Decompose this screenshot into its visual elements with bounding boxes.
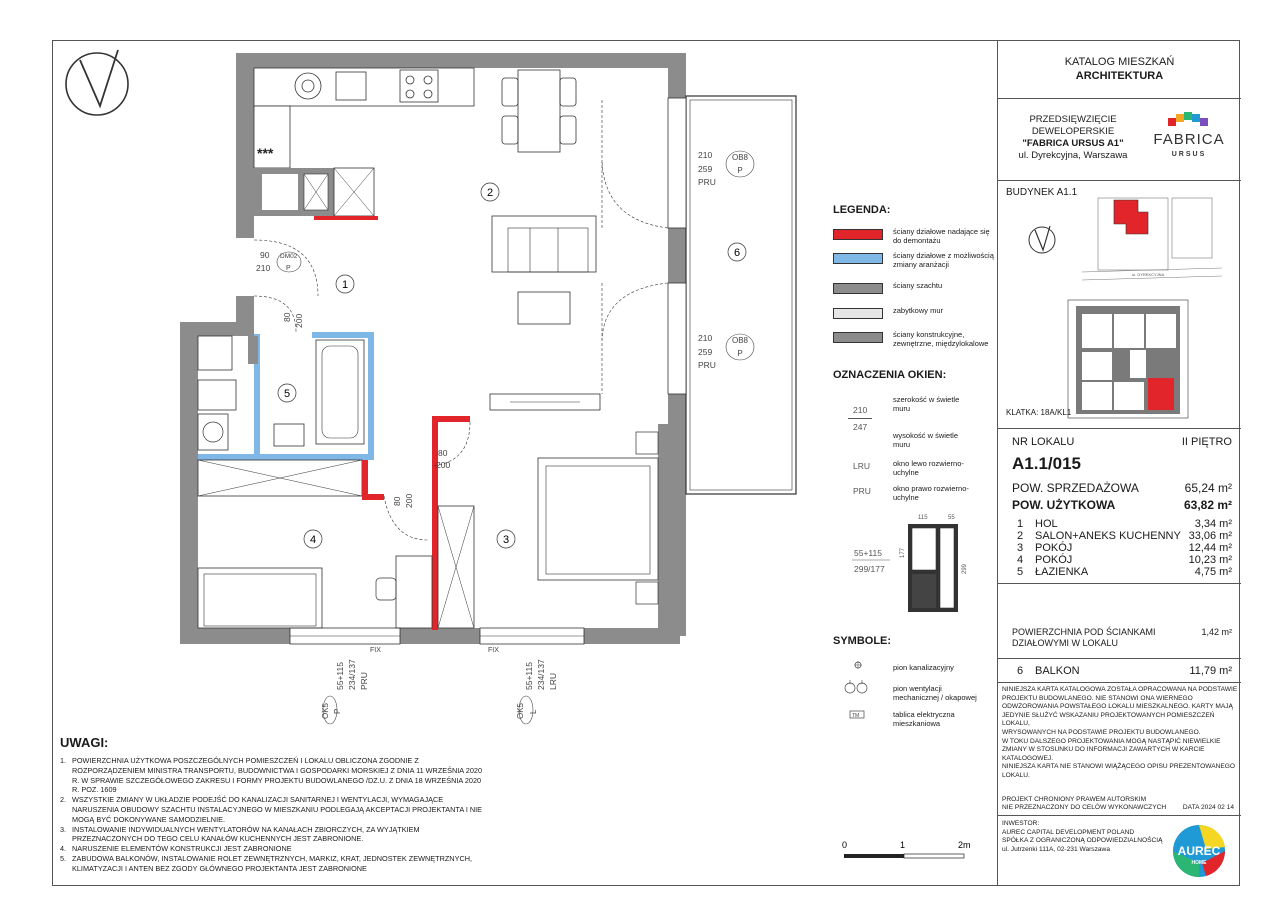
partition-area-value: 1,42 m²: [1201, 627, 1232, 637]
svg-text:P: P: [333, 708, 342, 714]
project-address: ul. Dyrekcyjna, Warszawa: [1018, 150, 1128, 161]
investor: [1002, 820, 1182, 854]
svg-text:FIX: FIX: [370, 647, 381, 654]
klatka-label: KLATKA: 18A/KL1: [1006, 408, 1072, 417]
catalog-title: KATALOG MIESZKAŃ: [1064, 56, 1175, 68]
partition-area-line2: DZIAŁOWYMI W LOKALU: [1012, 638, 1119, 648]
svg-text:1: 1: [900, 840, 906, 850]
disclaimer-line: PROJEKTU BUDOWLANEGO. NIE STANOWI ONA WIERNEGO: [1002, 694, 1193, 702]
window-2-label: [488, 647, 558, 724]
note-number: 5.: [60, 853, 67, 863]
legend-swatch: [833, 229, 883, 240]
entry-door-width: 90: [260, 250, 270, 260]
svg-text:0: 0: [842, 840, 848, 850]
room-label-5: 5: [283, 388, 291, 400]
north-arrow-icon: [66, 50, 128, 115]
disclaimer-divider: [998, 682, 1241, 683]
project-line-1: PRZEDSIĘWZIĘCIE: [1029, 114, 1117, 125]
unit-number-label: NR LOKALU: [1012, 436, 1075, 448]
bath-door-width: 80: [282, 312, 292, 322]
note-number: 4.: [60, 844, 67, 854]
investor-line: ul. Jutrzenki 111A, 02-231 Warszawa: [1002, 845, 1110, 853]
room-area: 12,44 m²: [1188, 542, 1232, 554]
svg-text:OB8: OB8: [731, 336, 749, 345]
svg-text:210: 210: [698, 150, 713, 160]
floor-label: II PIĘTRO: [1181, 436, 1232, 448]
wl-divider: [848, 418, 872, 419]
window-elevation: [848, 512, 978, 622]
disclaimer-line: WRYSOWANYCH NA PODSTAWIE PROJEKTU BUDOWLANEGO.: [1002, 728, 1201, 736]
note-item: [60, 825, 490, 845]
wl-pru-text: okno prawo rozwierno-uchylne: [893, 484, 969, 502]
key-plan: [1068, 300, 1188, 418]
legend-swatch: [833, 283, 883, 294]
svg-text:***: ***: [257, 145, 274, 161]
sales-area-label: POW. SPRZEDAŻOWA: [1012, 481, 1139, 495]
room-row: [1012, 554, 1232, 566]
legend-item-text: ściany działowe z możliwością zmiany aranżacji: [893, 251, 994, 269]
svg-text:URSUS: URSUS: [1171, 151, 1207, 158]
balcony-divider: [998, 658, 1241, 659]
balcony-door-2-label: [698, 333, 754, 370]
room-area: 33,06 m²: [1188, 530, 1232, 542]
copyright-line2: NIE PRZEZNACZONY DO CELÓW WYKONAWCZYCH: [1002, 804, 1167, 811]
room-label-4: 4: [309, 534, 317, 546]
symbol-text-panel: tablica elektryczna mieszkaniowa: [893, 710, 955, 728]
svg-text:55+115: 55+115: [854, 548, 882, 558]
investor-line: SPÓŁKA Z OGRANICZONĄ ODPOWIEDZIALNOŚCIĄ: [1002, 837, 1163, 845]
wl-width-num: 210: [853, 405, 868, 415]
sales-area-value: 65,24 m²: [1184, 481, 1232, 495]
symbol-text-sewer: pion kanalizacyjny: [893, 663, 954, 672]
symbol-text-vent: pion wentylacji mechanicznej / okapowej: [893, 684, 977, 702]
svg-text:2m: 2m: [958, 840, 971, 850]
svg-text:FIX: FIX: [488, 647, 499, 654]
rooms-divider: [998, 583, 1241, 584]
site-plan: [1002, 190, 1238, 420]
wl-lru: LRU: [853, 461, 871, 471]
notes-title: UWAGI:: [60, 735, 109, 750]
wl-lru-text: okno lewo rozwierno-uchylne: [893, 459, 964, 477]
svg-text:P: P: [737, 349, 743, 358]
sewer-riser-icon: [854, 661, 862, 669]
room4-door-height: 200: [404, 493, 414, 508]
disclaimer-line: ZMIANY W STOSUNKU DO INFORMACJI ZAWARTYCH W KARCIE: [1002, 746, 1205, 754]
svg-text:P: P: [737, 166, 743, 175]
room-row: [1012, 542, 1232, 554]
svg-text:L: L: [529, 709, 538, 714]
room-nr: 5: [1017, 566, 1024, 578]
ventilation-riser-icon: [845, 680, 867, 693]
legend-swatch: [833, 332, 883, 343]
room3-door-height: 200: [436, 460, 451, 470]
room-row: [1012, 566, 1232, 578]
legend-title: LEGENDA:: [833, 204, 891, 216]
legend-item-text: ściany szachtu: [893, 281, 943, 290]
entry-door-code2: P: [286, 265, 291, 272]
window-1-label: [321, 647, 381, 724]
disclaimer: [1002, 686, 1238, 781]
north-arrow-small-icon: [1029, 226, 1055, 253]
svg-text:FABRICA: FABRICA: [1153, 131, 1225, 148]
svg-text:HOME: HOME: [1191, 860, 1207, 866]
disclaimer-line: ODWZOROWANIA POWSTAŁEGO LOKALU MIESZKALNEGO. KARTY MAJĄ: [1002, 703, 1233, 711]
fabrica-logo: [1144, 110, 1234, 166]
svg-text:115: 115: [918, 515, 928, 521]
note-number: 1.: [60, 756, 67, 765]
svg-text:ul. DYREKCYJNA: ul. DYREKCYJNA: [1132, 272, 1165, 277]
notes-list: [60, 756, 490, 874]
room-nr: 4: [1017, 554, 1024, 566]
disclaimer-line: W TOKU DALSZEGO PROJEKTOWANIA MOGĄ NASTĄPIĆ NIEWIELKIE: [1002, 737, 1221, 745]
note-text: WSZYSTKIE ZMIANY W UKŁADZIE PODEJŚĆ DO KANALIZACJI SANITARNEJ I WENTYLACJI, WYMAGAJĄCE NARUSZENIA OBUDOWY SZACHTU INSTALACYJNEGO W MIESZKANIU PODLEGAJĄ AKCEPTACJI PROJEKTANTA I NIE MOGĄ BYĆ DOKONYWANE SAMODZIELNIE.: [72, 795, 483, 824]
balcony-row: 6 BALKON 11,79 m²: [1017, 665, 1232, 677]
svg-text:OK5: OK5: [516, 702, 525, 719]
room-name: POKÓJ: [1035, 554, 1073, 566]
usable-area-value: 63,82 m²: [1183, 498, 1232, 512]
room-label-1: 1: [341, 279, 349, 291]
legend-swatch: [833, 253, 883, 264]
svg-text:234/137: 234/137: [347, 659, 357, 690]
room-label-2: 2: [486, 187, 494, 199]
title-block: [997, 40, 1240, 886]
svg-text:299/177: 299/177: [854, 564, 885, 574]
room-nr: 3: [1017, 542, 1024, 554]
legend-swatch: [833, 308, 883, 319]
investor-line: INWESTOR:: [1002, 820, 1040, 827]
aurec-logo: [1166, 823, 1232, 879]
note-item: [60, 795, 490, 824]
note-number: 2.: [60, 795, 67, 805]
room-nr: 2: [1017, 530, 1024, 542]
room-label-3: 3: [502, 534, 510, 546]
room-area: 4,75 m²: [1194, 566, 1232, 578]
symbols-icons: [838, 656, 878, 726]
svg-text:OB8: OB8: [731, 153, 749, 162]
room-name: ŁAZIENKA: [1035, 566, 1089, 578]
svg-text:55: 55: [948, 515, 955, 521]
project-line-3: "FABRICA URSUS A1": [1022, 138, 1124, 149]
wl-height-text: wysokość w świetle muru: [893, 431, 959, 449]
svg-text:210: 210: [698, 333, 713, 343]
date-label: DATA 2024 02 14: [1182, 804, 1234, 811]
room-area: 10,23 m²: [1188, 554, 1232, 566]
room4-door-width: 80: [392, 496, 402, 506]
note-item: [60, 854, 490, 874]
entry-door-code: DM02: [280, 253, 298, 260]
entry-door-height: 210: [256, 263, 271, 273]
svg-text:177: 177: [900, 547, 906, 558]
building-label: BUDYNEK A1.1: [1006, 187, 1078, 198]
copyright-line1: PROJEKT CHRONIONY PRAWEM AUTORSKIM: [1002, 796, 1147, 803]
bath-door-height: 200: [294, 313, 304, 328]
partition-area-line1: POWIERZCHNIA POD ŚCIANKAMI: [1012, 627, 1156, 637]
room-name: HOL: [1035, 518, 1058, 530]
note-text: INSTALOWANIE INDYWIDUALNYCH WENTYLATORÓW NA KANAŁACH ZBIORCZYCH, ZA WYJĄTKIEM PRZEZNACZONYCH DO TEGO CELU KANAŁÓW KUCHENNYCH JEST ZABRONIONE.: [72, 824, 420, 844]
room-label-6: 6: [733, 247, 741, 259]
svg-text:234/137: 234/137: [536, 659, 546, 690]
svg-text:AUREC: AUREC: [1177, 844, 1221, 858]
svg-text:55+115: 55+115: [335, 662, 345, 690]
svg-text:299: 299: [962, 563, 968, 574]
wl-pru: PRU: [853, 486, 871, 496]
svg-text:PRU: PRU: [698, 360, 716, 370]
wl-height-num: 247: [853, 422, 868, 432]
legend-item-text: ściany konstrukcyjne, zewnętrzne, międzylokalowe: [893, 330, 989, 348]
disclaimer-line: LOKALU.: [1002, 771, 1030, 779]
room-name: SALON+ANEKS KUCHENNY: [1035, 530, 1181, 542]
note-number: 3.: [60, 824, 67, 834]
investor-line: AUREC CAPITAL DEVELOPMENT POLAND: [1002, 828, 1135, 836]
disclaimer-line: JEDYNIE SŁUŻYĆ WSKAZANIU PROJEKTOWANYCH POMIESZCZEŃ LOKALU,: [1002, 711, 1215, 728]
svg-text:LRU: LRU: [548, 672, 558, 690]
disclaimer-line: NINIEJSZA KARTA NIE STANOWI WIĄŻĄCEGO OPISU PREZENTOWANEGO: [1002, 763, 1236, 771]
legend-item-text: ściany działowe nadające się do demontażu: [893, 227, 990, 245]
note-text: ZABUDOWA BALKONÓW, INSTALOWANIE ROLET ZEWNĘTRZNYCH, MARKIZ, KRAT, JEDNOSTEK ZEWNĘTRZNYCH, KLIMATYZACJI I ANTEN BEZ ZGODY GŁÓWNEGO PROJEKTANTA JEST ZABRONIONE: [72, 853, 473, 873]
windows-legend-title: OZNACZENIA OKIEN:: [833, 369, 947, 381]
disclaimer-line: KATALOGOWEJ.: [1002, 754, 1054, 762]
note-item: [60, 756, 490, 795]
svg-text:55+115: 55+115: [524, 662, 534, 690]
electrical-panel-icon: [850, 711, 864, 719]
note-text: POWIERZCHNIA UŻYTKOWA POSZCZEGÓLNYCH POMIESZCZEŃ I LOKALU OBLICZONA ZGODNIE Z ROZPORZĄDZENIEM MINISTRA TRANSPORTU, BUDOWNICTWA I GOSPODARKI MORSKIEJ Z DNIA 11 WRZEŚNIA 2020 R. W SPRAWIE SZCZEGÓŁOWEGO ZAKRESU I FORMY PROJEKTU BUDOWLANEGO /DZ.U. Z DNIA 18 WRZEŚNIA 2020 R. POZ. 1609: [72, 756, 483, 795]
room-name: POKÓJ: [1035, 542, 1073, 554]
balcony-door-1-label: [698, 150, 754, 187]
unit-number: A1.1/015: [1012, 454, 1081, 473]
scale-bar: [838, 838, 978, 868]
usable-area-label: POW. UŻYTKOWA: [1012, 498, 1116, 512]
svg-text:PRU: PRU: [698, 177, 716, 187]
note-item: [60, 844, 490, 854]
room-area: 3,34 m²: [1194, 518, 1232, 530]
symbols-title: SYMBOLE:: [833, 635, 892, 647]
legend-item-text: zabytkowy mur: [893, 306, 944, 315]
room3-door-width: 80: [438, 448, 448, 458]
note-text: NARUSZENIE ELEMENTÓW KONSTRUKCJI JEST ZABRONIONE: [72, 844, 292, 854]
svg-text:259: 259: [698, 347, 713, 357]
wl-width-text: szerokość w świetle muru: [893, 395, 960, 413]
investor-divider: [998, 815, 1241, 816]
room-nr: 1: [1017, 518, 1024, 530]
svg-text:PRU: PRU: [359, 672, 369, 690]
svg-text:TM: TM: [852, 713, 860, 719]
catalog-subtitle: ARCHITEKTURA: [1075, 70, 1164, 82]
svg-text:OK5: OK5: [321, 702, 330, 719]
svg-text:259: 259: [698, 164, 713, 174]
room-row: [1012, 518, 1232, 530]
project-line-2: DEWELOPERSKIE: [1031, 126, 1115, 137]
disclaimer-line: NINIEJSZA KARTA KATALOGOWA ZOSTAŁA OPRACOWANA NA PODSTAWIE: [1002, 686, 1238, 693]
room-row: [1012, 530, 1232, 542]
